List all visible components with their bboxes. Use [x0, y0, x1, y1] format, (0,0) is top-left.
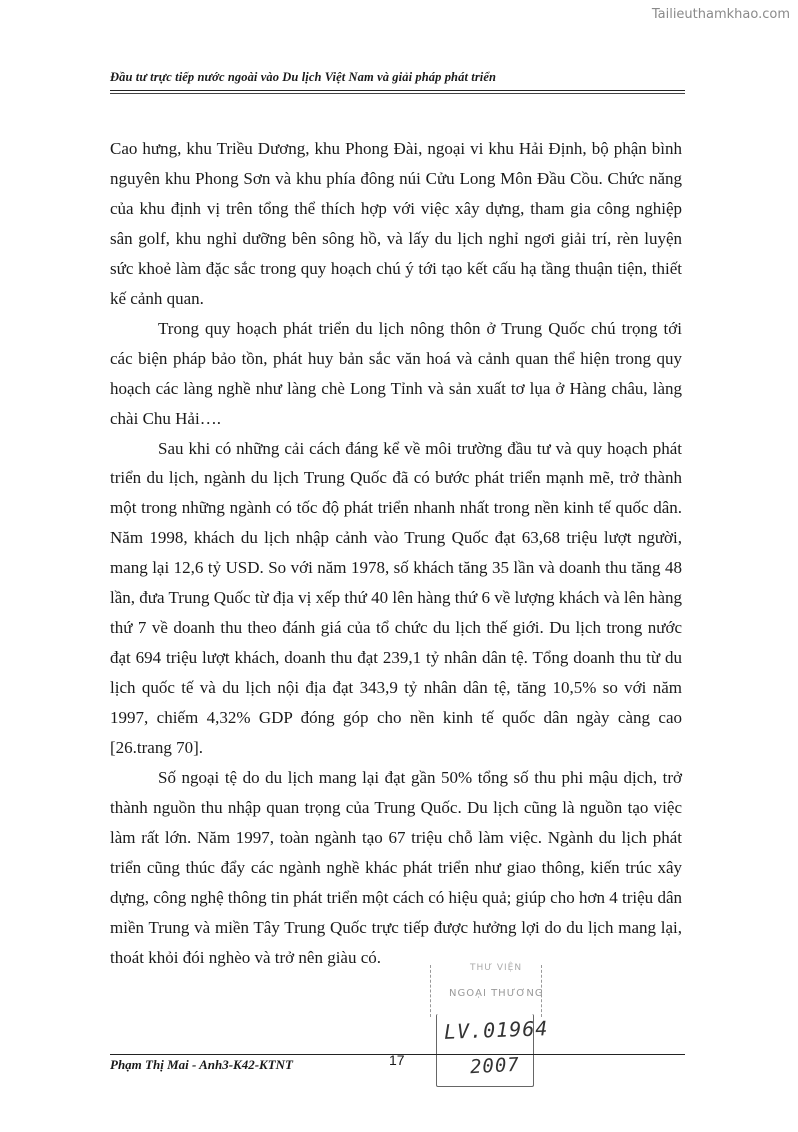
paragraph-2: Trong quy hoạch phát triển du lịch nông thôn ở Trung Quốc chú trọng tới các biện pháp bảo tồn, phát huy bản sắc văn hoá và cảnh quan thể hiện trong quy hoạch các làng nghề như làng chè Long Tỉnh và sản xuất tơ lụa ở Hàng châu, làng chài Chu Hải…. [110, 318, 682, 428]
page-number: 17 [389, 1052, 405, 1068]
footer-author: Phạm Thị Mai - Anh3-K42-KTNT [110, 1057, 293, 1072]
stamp-school-label: NGOẠI THƯƠNG [449, 988, 544, 999]
paragraph-1: Cao hưng, khu Triều Dương, khu Phong Đài, ngoại vi khu Hải Định, bộ phận bình nguyên khu Phong Sơn và khu phía đông núi Cửu Long Môn Đầu Cồu. Chức năng của khu định vị trên tổng thể thích hợp với việc xây dựng, tham gia công nghiệp sân golf, khu nghỉ dưỡng bên sông hồ, và lấy du lịch nghỉ ngơi giải trí, rèn luyện sức khoẻ làm đặc sắc trong quy hoạch chú ý tới tạo kết cấu hạ tầng thuận tiện, thiết kế cảnh quan. [110, 139, 682, 308]
running-header: Đầu tư trực tiếp nước ngoài vào Du lịch Việt Nam và giải pháp phát triển [110, 70, 685, 91]
body-text [110, 134, 682, 973]
handwritten-year: 2007 [469, 1053, 521, 1079]
stamp-library-label: THƯ VIỆN [470, 963, 523, 973]
paragraph-3: Sau khi có những cải cách đáng kể về môi trường đầu tư và quy hoạch phát triển du lịch, ngành du lịch Trung Quốc đã có bước phát triển mạnh mẽ, trở thành một trong những ngành có tốc độ phát triển nhanh nhất trong nền kinh tế quốc dân. Năm 1998, khách du lịch nhập cảnh vào Trung Quốc đạt 63,68 triệu lượt người, mang lại 12,6 tỷ USD. So với năm 1978, số khách tăng 35 lần và doanh thu tăng 48 lần, đưa Trung Quốc từ địa vị xếp thứ 40 lên hàng thứ 6 về lượng khách và lên hàng thứ 7 về doanh thu theo đánh giá của tổ chức du lịch thế giới. Du lịch trong nước đạt 694 triệu lượt khách, doanh thu đạt 239,1 tỷ nhân dân tệ. Tổng doanh thu từ du lịch quốc tế và du lịch nội địa đạt 343,9 tỷ nhân dân tệ, tăng 10,5% so với năm 1997, chiếm 4,32% GDP đóng góp cho nền kinh tế quốc dân ngày càng cao [26.trang 70]. [110, 438, 682, 758]
handwritten-catalog-code: LV.01964 [443, 1016, 549, 1044]
paragraph-4: Số ngoại tệ do du lịch mang lại đạt gần 50% tổng số thu phi mậu dịch, trở thành nguồn thu nhập quan trọng của Trung Quốc. Du lịch cũng là nguồn tạo việc làm rất lớn. Năm 1997, toàn ngành tạo 67 triệu chỗ làm việc. Ngành du lịch phát triển cũng thúc đẩy các ngành nghề khác phát triển như giao thông, kiến trúc xây dựng, công nghệ thông tin phát triển một cách có hiệu quả; giúp cho hơn 4 triệu dân miền Trung và miền Tây Trung Quốc trực tiếp được hưởng lợi do du lịch mang lại, thoát khỏi đói nghèo và trở nên giàu có. [110, 768, 682, 967]
watermark: Tailieuthamkhao.com [651, 7, 790, 22]
